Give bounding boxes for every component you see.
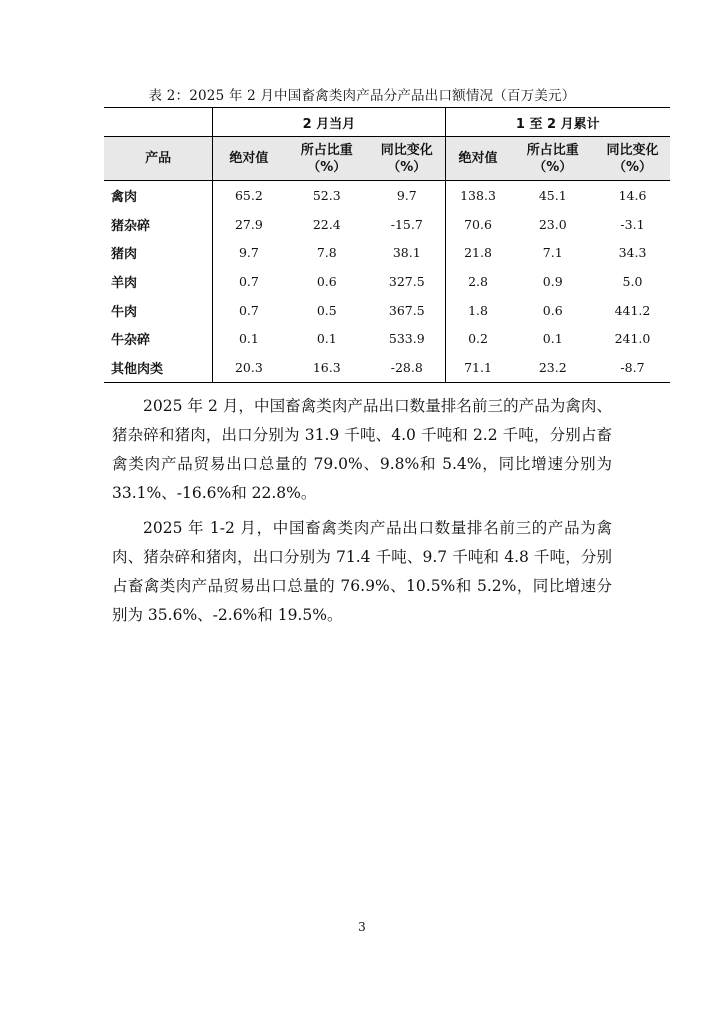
table-cell: 9.7 (396, 187, 417, 203)
table-cell: 1.8 (445, 296, 510, 325)
table-cell: 0.1 (316, 331, 337, 347)
table-cell: 45.1 (538, 187, 567, 203)
table-cell: 23.0 (538, 216, 567, 232)
column-header-absolute-cum: 绝对值 (445, 137, 510, 181)
table-caption: 表 2：2025 年 2 月中国畜禽类肉产品分产品出口额情况（百万美元） (148, 88, 576, 104)
table-cell: 70.6 (445, 210, 510, 239)
table-cell: 21.8 (445, 238, 510, 267)
table-cell: -3.1 (620, 216, 645, 232)
table-cell: 7.8 (316, 245, 337, 261)
column-header-absolute: 绝对值 (213, 137, 285, 181)
group-header-month: 2 月当月 (213, 108, 445, 137)
table-cell: 20.3 (213, 353, 285, 382)
product-name: 牛杂碎 (111, 333, 151, 349)
table-cell: 71.1 (445, 353, 510, 382)
product-name: 羊肉 (111, 275, 138, 291)
table-cell: 327.5 (388, 273, 425, 289)
table-cell: 0.9 (542, 273, 563, 289)
table-row (104, 210, 670, 239)
product-name: 其他肉类 (104, 353, 213, 382)
table-cell: 2.8 (445, 267, 510, 296)
table-cell: 52.3 (312, 187, 341, 203)
table-row (104, 353, 670, 382)
table-cell: 22.4 (312, 216, 341, 232)
table-cell: 0.2 (445, 324, 510, 353)
group-header-cumulative: 1 至 2 月累计 (445, 108, 670, 137)
table-cell: 0.6 (542, 302, 563, 318)
table-cell: -15.7 (390, 216, 423, 232)
table-cell: 0.6 (316, 273, 337, 289)
table-row (104, 181, 670, 210)
table-row (104, 238, 670, 267)
table-cell: 0.7 (213, 296, 285, 325)
table-row (104, 296, 670, 325)
table-cell: 14.6 (618, 187, 647, 203)
column-header-share: 所占比重（%） (285, 137, 369, 181)
column-header-share-cum: 所占比重（%） (511, 137, 595, 181)
table-cell: 27.9 (213, 210, 285, 239)
product-name: 牛肉 (111, 304, 138, 320)
product-name: 猪肉 (111, 247, 138, 263)
table-cell: 0.5 (316, 302, 337, 318)
table-cell: 5.0 (622, 273, 643, 289)
paragraph-february: 2025 年 2 月，中国畜禽类肉产品出口数量排名前三的产品为禽肉、猪杂碎和猪肉，出口分别为 31.9 千吨、4.0 千吨和 2.2 千吨，分别占畜禽类肉产品贸易出口总量的 79.0%、9.8%和 5.4%，同比增速分别为 33.1%、-16.6%和 22.8%。 (112, 397, 612, 502)
product-name: 猪杂碎 (111, 218, 151, 234)
column-header-yoy: 同比变化（%） (369, 137, 445, 181)
paragraph-jan-feb: 2025 年 1-2 月，中国畜禽类肉产品出口数量排名前三的产品为禽肉、猪杂碎和猪肉，出口分别为 71.4 千吨、9.7 千吨和 4.8 千吨，分别占畜禽类肉产品贸易出口总量的 76.9%、10.5%和 5.2%，同比增速分别为 35.6%、-2.6%和 19.5%。 (112, 519, 612, 624)
header-corner (104, 108, 213, 137)
column-header-product: 产品 (104, 137, 213, 181)
table-cell: 9.7 (213, 238, 285, 267)
table-cell: 533.9 (388, 331, 425, 347)
table-cell: 441.2 (614, 302, 651, 318)
table-cell: 367.5 (388, 302, 425, 318)
export-value-table (104, 107, 670, 383)
table-cell: 0.1 (542, 331, 563, 347)
table-cell: 34.3 (618, 245, 647, 261)
table-cell: 0.1 (213, 324, 285, 353)
table-cell: -28.8 (369, 353, 445, 382)
table-cell: 16.3 (285, 353, 369, 382)
table-cell: 7.1 (542, 245, 563, 261)
table-cell: 0.7 (213, 267, 285, 296)
table-cell: 65.2 (213, 181, 285, 210)
table-cell: 23.2 (511, 353, 595, 382)
table-cell: -8.7 (595, 353, 670, 382)
page-number: 3 (358, 920, 366, 934)
table-cell: 138.3 (445, 181, 510, 210)
table-row (104, 324, 670, 353)
table-row (104, 267, 670, 296)
table-cell: 38.1 (392, 245, 421, 261)
product-name: 禽肉 (111, 189, 138, 205)
column-header-yoy-cum: 同比变化（%） (595, 137, 670, 181)
table-cell: 241.0 (614, 331, 651, 347)
